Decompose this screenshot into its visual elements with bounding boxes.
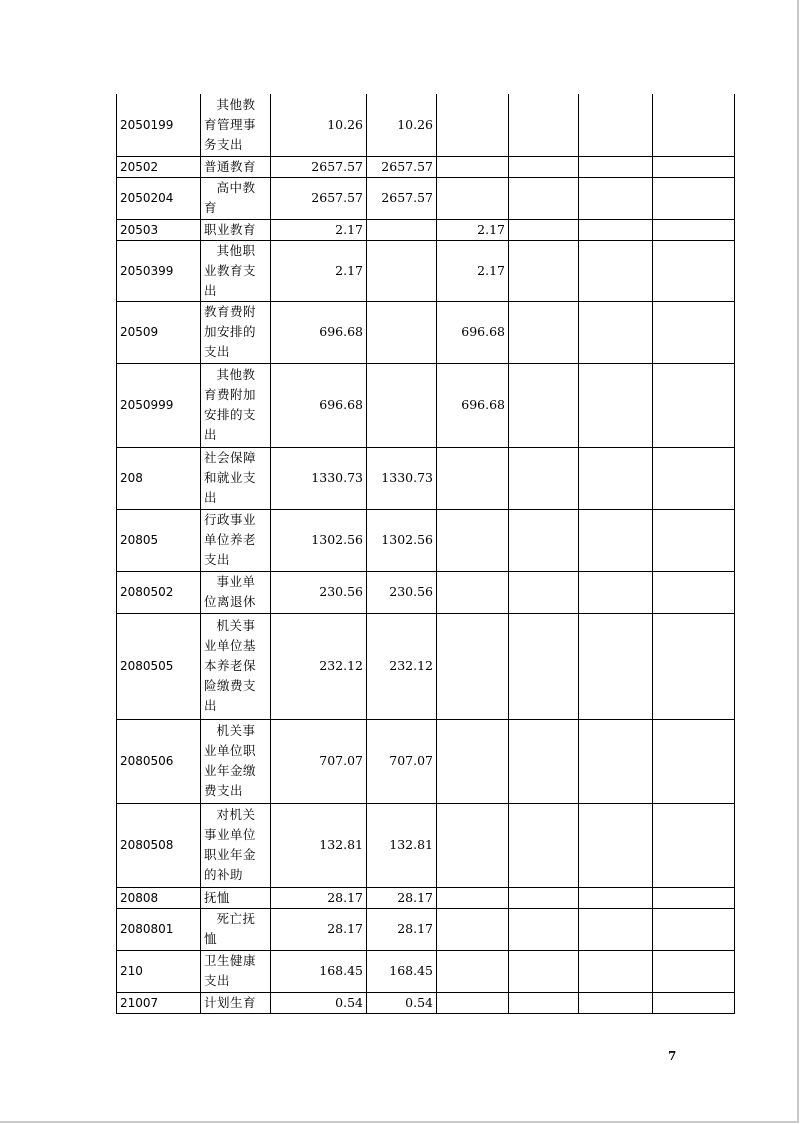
cell-project [437,950,509,992]
cell-col-5 [579,240,653,301]
cell-col-4 [509,94,579,156]
cell-col-5 [579,363,653,447]
table-row [117,992,735,1013]
cell-project [437,992,509,1013]
cell-col-4 [509,571,579,613]
cell-code: 20503 [117,219,201,240]
cell-code: 2080508 [117,803,201,887]
cell-col-4 [509,908,579,950]
cell-col-5 [579,447,653,509]
cell-name: 其他教育费附加安排的支出 [201,363,271,447]
cell-col-4 [509,363,579,447]
cell-col-4 [509,177,579,219]
cell-name: 行政事业单位养老支出 [201,509,271,571]
cell-name: 职业教育 [201,219,271,240]
table-row [117,240,735,301]
cell-total: 1330.73 [271,447,367,509]
cell-col-6 [653,177,735,219]
cell-name: 抚恤 [201,887,271,908]
cell-code: 210 [117,950,201,992]
cell-code: 20808 [117,887,201,908]
cell-code: 208 [117,447,201,509]
cell-project [437,509,509,571]
cell-basic: 1330.73 [367,447,437,509]
budget-table [116,94,735,1014]
table-row [117,719,735,803]
table-row [117,908,735,950]
cell-total: 10.26 [271,94,367,156]
cell-basic: 232.12 [367,613,437,719]
cell-basic: 0.54 [367,992,437,1013]
cell-project: 696.68 [437,301,509,363]
cell-code: 20502 [117,156,201,177]
cell-col-5 [579,509,653,571]
cell-col-5 [579,613,653,719]
cell-col-5 [579,992,653,1013]
cell-name: 卫生健康支出 [201,950,271,992]
cell-col-4 [509,447,579,509]
cell-col-6 [653,94,735,156]
cell-total: 28.17 [271,908,367,950]
cell-name: 机关事业单位职业年金缴费支出 [201,719,271,803]
cell-total: 2.17 [271,219,367,240]
cell-col-4 [509,219,579,240]
cell-code: 2050999 [117,363,201,447]
cell-col-5 [579,177,653,219]
cell-col-6 [653,613,735,719]
cell-col-4 [509,950,579,992]
cell-project [437,156,509,177]
cell-col-6 [653,908,735,950]
cell-total: 707.07 [271,719,367,803]
cell-col-5 [579,219,653,240]
cell-code: 21007 [117,992,201,1013]
table-row [117,571,735,613]
cell-basic [367,301,437,363]
table-row [117,94,735,156]
cell-project [437,94,509,156]
cell-col-5 [579,571,653,613]
table-body [117,94,735,1013]
table-row [117,509,735,571]
cell-basic [367,240,437,301]
cell-col-5 [579,301,653,363]
cell-basic: 1302.56 [367,509,437,571]
table-row [117,301,735,363]
cell-basic: 28.17 [367,887,437,908]
cell-project: 2.17 [437,219,509,240]
cell-basic: 2657.57 [367,177,437,219]
cell-name: 普通教育 [201,156,271,177]
cell-project: 696.68 [437,363,509,447]
cell-total: 2657.57 [271,156,367,177]
cell-project [437,803,509,887]
table-row [117,613,735,719]
cell-total: 696.68 [271,363,367,447]
cell-basic: 28.17 [367,908,437,950]
cell-project [437,719,509,803]
cell-project [437,908,509,950]
cell-basic [367,219,437,240]
table-row [117,219,735,240]
cell-col-6 [653,887,735,908]
cell-col-6 [653,571,735,613]
page-number: 7 [668,1049,677,1063]
cell-col-4 [509,613,579,719]
cell-code: 2050399 [117,240,201,301]
cell-code: 20805 [117,509,201,571]
cell-name: 教育费附加安排的支出 [201,301,271,363]
cell-col-4 [509,156,579,177]
cell-total: 1302.56 [271,509,367,571]
cell-code: 2050199 [117,94,201,156]
cell-name: 其他职业教育支出 [201,240,271,301]
table-row [117,803,735,887]
cell-total: 0.54 [271,992,367,1013]
cell-code: 20509 [117,301,201,363]
cell-basic: 168.45 [367,950,437,992]
cell-col-5 [579,950,653,992]
cell-total: 230.56 [271,571,367,613]
cell-col-6 [653,447,735,509]
cell-col-5 [579,887,653,908]
cell-basic: 132.81 [367,803,437,887]
cell-project [437,177,509,219]
table-row [117,887,735,908]
cell-code: 2080502 [117,571,201,613]
cell-col-5 [579,803,653,887]
cell-basic: 10.26 [367,94,437,156]
cell-col-6 [653,992,735,1013]
cell-total: 132.81 [271,803,367,887]
cell-col-6 [653,363,735,447]
cell-name: 高中教育 [201,177,271,219]
cell-name: 其他教育管理事务支出 [201,94,271,156]
cell-col-6 [653,509,735,571]
cell-name: 机关事业单位基本养老保险缴费支出 [201,613,271,719]
cell-name: 事业单位离退休 [201,571,271,613]
cell-total: 696.68 [271,301,367,363]
cell-code: 2080801 [117,908,201,950]
cell-basic [367,363,437,447]
cell-name: 死亡抚恤 [201,908,271,950]
cell-col-6 [653,803,735,887]
table-row [117,363,735,447]
cell-total: 2657.57 [271,177,367,219]
cell-project [437,447,509,509]
cell-project: 2.17 [437,240,509,301]
cell-total: 232.12 [271,613,367,719]
cell-col-6 [653,240,735,301]
cell-project [437,887,509,908]
cell-name: 对机关事业单位职业年金的补助 [201,803,271,887]
cell-code: 2050204 [117,177,201,219]
cell-col-6 [653,156,735,177]
cell-col-5 [579,908,653,950]
cell-col-4 [509,509,579,571]
cell-code: 2080505 [117,613,201,719]
cell-basic: 230.56 [367,571,437,613]
cell-col-6 [653,719,735,803]
cell-col-6 [653,301,735,363]
cell-name: 计划生育 [201,992,271,1013]
cell-col-5 [579,719,653,803]
cell-col-4 [509,301,579,363]
cell-basic: 707.07 [367,719,437,803]
cell-col-4 [509,887,579,908]
table-row [117,950,735,992]
cell-total: 2.17 [271,240,367,301]
cell-col-4 [509,240,579,301]
table-row [117,447,735,509]
cell-col-6 [653,950,735,992]
cell-col-6 [653,219,735,240]
cell-col-5 [579,94,653,156]
cell-project [437,571,509,613]
cell-total: 28.17 [271,887,367,908]
cell-code: 2080506 [117,719,201,803]
cell-col-4 [509,992,579,1013]
cell-col-5 [579,156,653,177]
cell-project [437,613,509,719]
cell-col-4 [509,719,579,803]
table-row [117,156,735,177]
cell-name: 社会保障和就业支出 [201,447,271,509]
cell-col-4 [509,803,579,887]
cell-total: 168.45 [271,950,367,992]
table-row [117,177,735,219]
cell-basic: 2657.57 [367,156,437,177]
